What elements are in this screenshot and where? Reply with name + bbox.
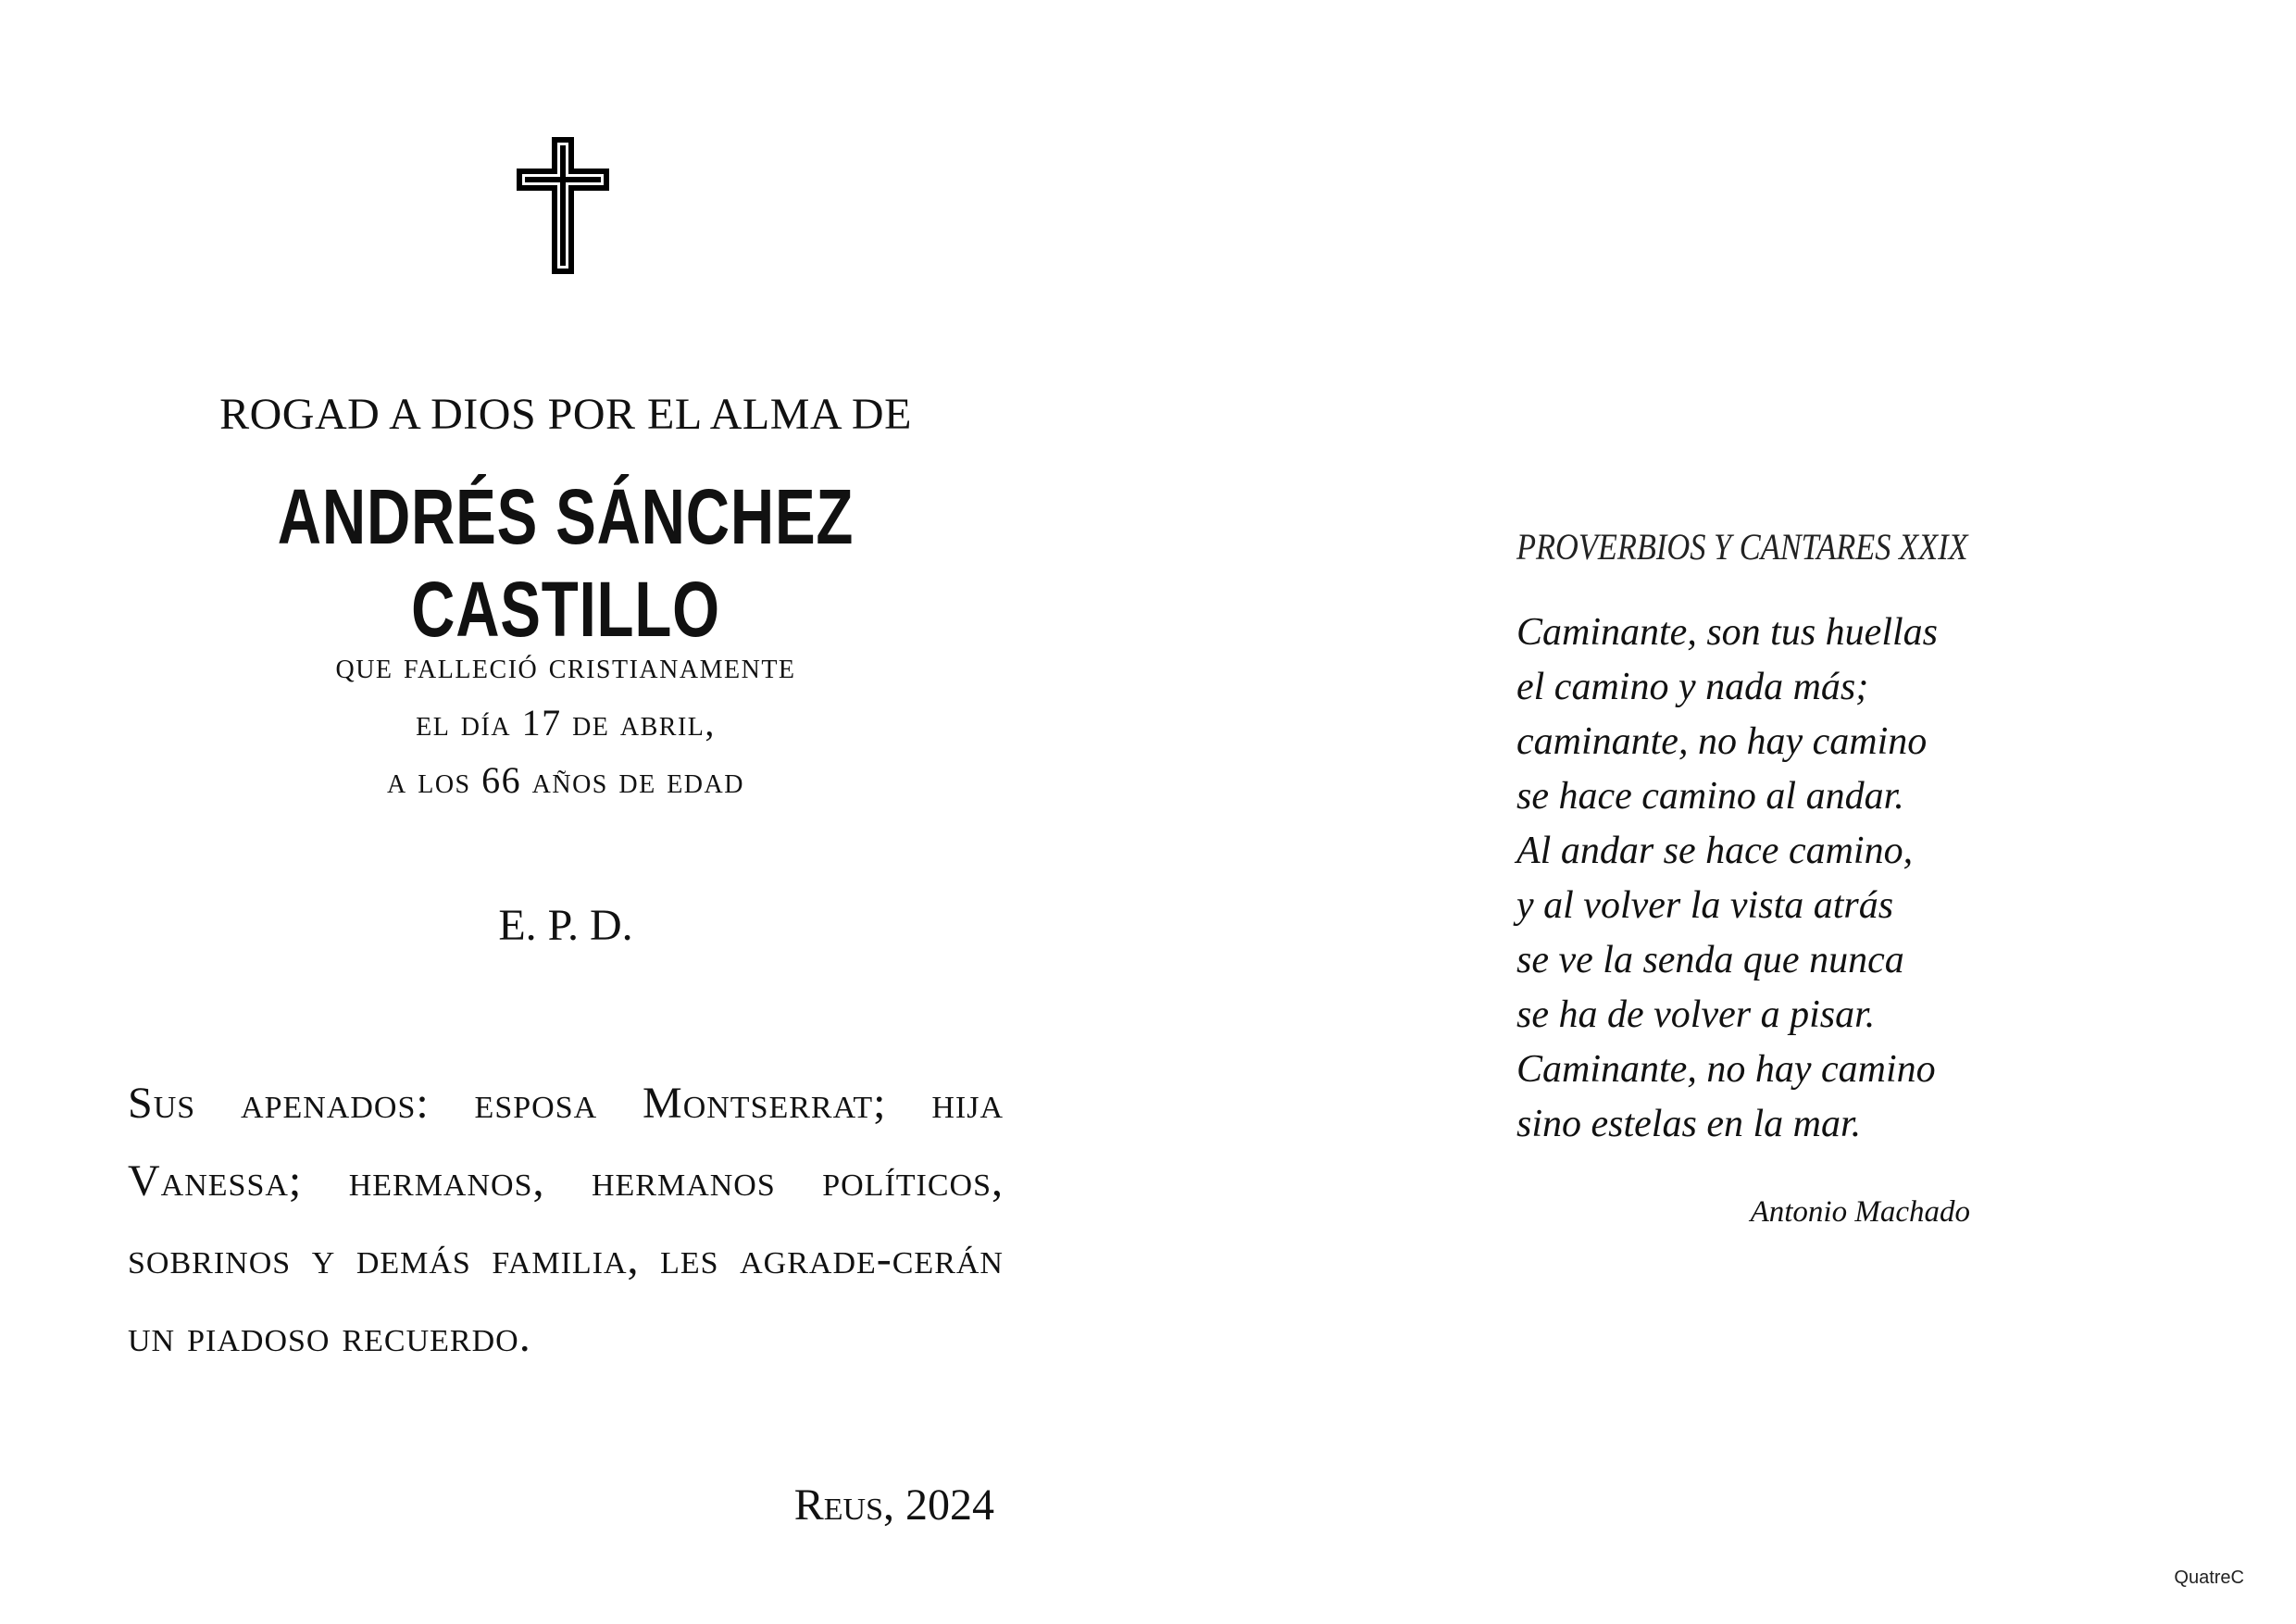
death-line: a los 66 años de edad (387, 759, 744, 801)
place-and-year: Reus, 2024 (793, 1480, 994, 1530)
deceased-name: ANDRÉS SÁNCHEZ CASTILLO (277, 473, 855, 653)
poem-author: Antonio Machado (1750, 1195, 1970, 1229)
prayer-heading: ROGAD A DIOS POR EL ALMA DE (219, 390, 912, 439)
death-line: que falleció cristianamente (335, 644, 796, 686)
death-line: el día 17 de abril, (416, 702, 716, 743)
poem-line: caminante, no hay camino (1516, 720, 1928, 763)
poem-line: el camino y nada más; (1516, 666, 1869, 708)
mourners-paragraph: Sus apenados: esposa Montserrat; hija Vanessa; hermanos, hermanos políticos, sobrinos y demás familia, les agrade-cerán un piadoso recuerdo. (128, 1079, 1004, 1361)
right-panel (1516, 0, 2165, 1624)
death-details (128, 637, 1004, 809)
poem-line: sino estelas en la mar. (1516, 1103, 1862, 1145)
poem-verses (1516, 606, 1938, 1152)
epd-text: E. P. D. (498, 901, 633, 950)
poem-line: Al andar se hace camino, (1516, 830, 1914, 872)
poem-line: se ha de volver a pisar. (1516, 993, 1876, 1036)
poem-line: se ve la senda que nunca (1516, 939, 1904, 981)
printer-mark: QuatreC (2174, 1568, 2244, 1588)
poem-line: Caminante, son tus huellas (1516, 611, 1939, 654)
latin-cross-icon (517, 137, 609, 274)
poem-line: se hace camino al andar. (1516, 775, 1904, 818)
poem-title: PROVERBIOS Y CANTARES XXIX (1516, 526, 1968, 568)
poem-line: y al volver la vista atrás (1516, 884, 1894, 927)
left-panel (128, 0, 1004, 1624)
poem-line: Caminante, no hay camino (1516, 1048, 1936, 1091)
